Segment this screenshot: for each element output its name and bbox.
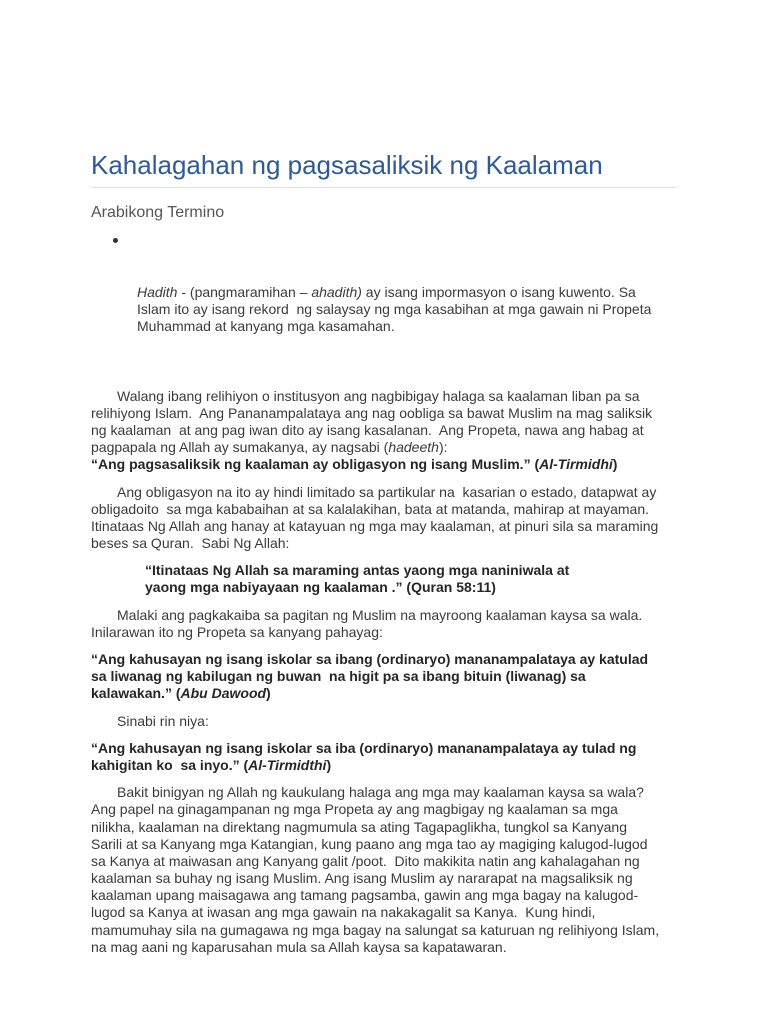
text-line: sa Kanya at maiwasan ang Kanyang galit /poot. Dito makikita natin ang kahalagahan ng <box>91 852 640 869</box>
paragraph-conclusion <box>91 784 691 956</box>
text-line: na mag aani ng kaparusahan mula sa Allah kaysa sa kapatawaran. <box>91 938 507 955</box>
paragraph-sinabi <box>91 713 691 730</box>
text-segment: kalawakan.” ( <box>91 685 181 702</box>
paragraph-obligation <box>91 484 691 553</box>
text-line: beses sa Quran. Sabi Ng Allah: <box>91 535 290 552</box>
italic-text: Abu Dawood <box>180 685 267 702</box>
text-line: Muhammad at kanyang mga kasamahan. <box>137 317 395 334</box>
text-line <box>91 685 691 702</box>
document-title: Kahalagahan ng pagsasaliksik ng Kaalaman <box>91 148 677 188</box>
italic-text: hadeeth <box>388 439 439 456</box>
text-segment: pagpapala ng Allah ay sumakanya, ay nagsabi ( <box>91 439 389 456</box>
quote-quran <box>91 562 691 596</box>
quote-tirmidthi <box>91 740 691 774</box>
text-line: Itinataas Ng Allah ang hanay at katayuan ng mga may kaalaman, at pinuri sila sa maraming <box>91 517 659 534</box>
text-line: “Ang kahusayan ng isang iskolar sa iba (ordinaryo) mananampalataya ay tulad ng <box>91 739 637 756</box>
text-line: Ang papel na ginagampanan ng mga Propeta ay ang magbigay ng kaalaman sa mga <box>91 801 618 818</box>
text-segment: - (pangmaramihan – <box>177 283 312 300</box>
text-line: Islam ito ay isang rekord ng salaysay ng mga kasabihan at mga gawain ni Propeta <box>137 300 652 317</box>
text-line: mamumuhay sila na gumagawa ng mga bagay na salungat sa katuruan ng relihiyong Islam, <box>91 921 660 938</box>
text-line: Malaki ang pagkakaiba sa pagitan ng Muslim na mayroong kaalaman kaysa sa wala. <box>117 606 643 623</box>
text-line: relihiyong Islam. Ang Pananampalataya ang nag oobliga sa bawat Muslim na mag saliksik <box>91 404 653 421</box>
text-line <box>137 284 691 301</box>
quote-abu-dawood <box>91 651 691 703</box>
text-line <box>91 757 691 774</box>
text-segment: “Ang pagsasaliksik ng kaalaman ay obligasyon ng isang Muslim.” ( <box>91 456 540 473</box>
italic-text: Al-Tirmidthi <box>248 756 327 773</box>
document-page <box>91 148 691 956</box>
paragraph-difference <box>91 607 691 641</box>
text-line: Inilarawan ito ng Propeta sa kanyang pahayag: <box>91 623 383 640</box>
text-line: obligadoito sa mga kababaihan at sa kalalakihan, bata at matanda, mahirap at mayaman. <box>91 500 650 517</box>
bullet-item-hadith <box>91 232 691 370</box>
text-line: lugod sa Kanya at iwasan ang mga gawain na nakakagalit sa Kanya. Kung hindi, <box>91 904 596 921</box>
text-segment: ): <box>438 439 448 456</box>
text-line: Bakit binigyan ng Allah ng kaukulang halaga ang mga may kaalaman kaysa sa wala? <box>117 784 644 801</box>
text-segment: ) <box>266 685 271 702</box>
text-line <box>91 456 691 473</box>
text-segment: ay isang impormasyon o isang kuwento. Sa <box>361 283 636 300</box>
text-line: Walang ibang relihiyon o institusyon ang nagbibigay halaga sa kaalaman liban pa sa <box>117 387 640 404</box>
italic-text: Hadith <box>137 283 178 300</box>
bullet-icon <box>113 238 118 243</box>
text-line: ng kaalaman at ang pag iwan dito ay isang kasalanan. Ang Propeta, nawa ang habag at <box>91 421 644 438</box>
quote-tirmidhi <box>91 456 691 473</box>
text-line: Ang obligasyon na ito ay hindi limitado sa partikular na kasarian o estado, datapwat ay <box>117 483 657 500</box>
italic-text: Al-Tirmidhi <box>539 456 613 473</box>
text-segment: ) <box>612 456 618 473</box>
text-line: kaalaman upang maisagawa ang tamang pagsamba, gawin ang mga bagay na kalugod- <box>91 887 639 904</box>
text-line: kaalaman sa buhay ng isang Muslim. Ang isang Muslim ay nararapat na magsaliksik ng <box>91 870 633 887</box>
italic-text: ahadith) <box>311 283 362 300</box>
text-segment: ) <box>326 756 332 773</box>
section-heading: Arabikong Termino <box>91 204 225 221</box>
text-segment: kahigitan ko sa inyo.” ( <box>91 756 249 773</box>
text-line: sa liwanag ng kabilugan ng buwan na higit pa sa ibang bituin (liwanag) sa <box>91 668 586 685</box>
text-line: Sarili at sa Kanyang mga Katangian, kung paano ang mga tao ay magiging kalugod-lugod <box>91 835 648 852</box>
text-line: yaong mga nabiyayaan ng kaalaman .” (Quran 58:11) <box>145 579 496 596</box>
text-line: nilikha, kaalaman na direktang nagmumula sa ating Tagapaglikha, tungkol sa Kanyang <box>91 818 627 835</box>
text-line <box>91 439 691 456</box>
text-line: “Itinataas Ng Allah sa maraming antas yaong mga naniniwala at <box>145 562 570 579</box>
text-line: Sinabi rin niya: <box>117 712 209 729</box>
bullet-text <box>137 284 691 336</box>
paragraph-intro <box>91 388 691 457</box>
text-line: “Ang kahusayan ng isang iskolar sa ibang (ordinaryo) mananampalataya ay katulad <box>91 651 649 668</box>
